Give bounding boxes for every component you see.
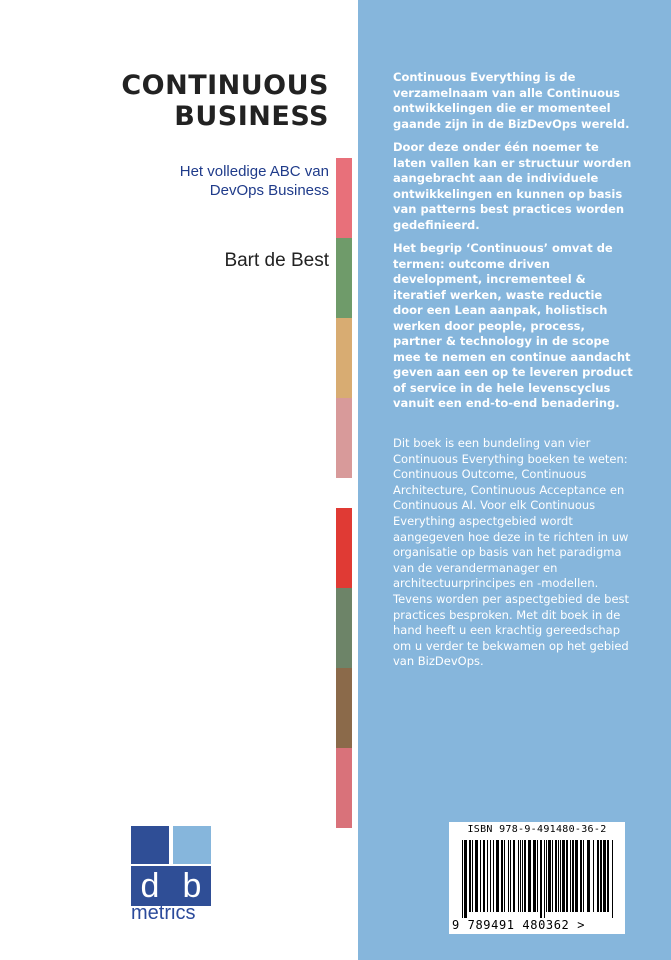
barcode-bar — [483, 840, 485, 912]
barcode-bar — [555, 840, 557, 912]
barcode-bar — [570, 840, 571, 912]
book-subtitle-line-2: DevOps Business — [209, 182, 329, 199]
barcode-bar — [597, 840, 599, 912]
barcode-bar — [490, 840, 491, 912]
barcode-bar — [566, 840, 568, 912]
logo-db-block — [131, 866, 211, 906]
color-stripe — [336, 588, 352, 668]
color-stripes-top — [336, 158, 352, 478]
barcode-bar — [496, 840, 499, 912]
intro-text — [393, 70, 633, 420]
color-stripe — [336, 158, 352, 238]
barcode-bar — [524, 840, 526, 912]
barcode-bar — [544, 840, 545, 918]
barcode-bar — [607, 840, 609, 912]
color-stripe — [336, 508, 352, 588]
color-stripe — [336, 668, 352, 748]
book-subtitle — [89, 162, 329, 200]
logo-letter-b: b — [182, 867, 202, 905]
color-stripe — [336, 398, 352, 478]
barcode-bar — [546, 840, 547, 912]
barcode-bar — [540, 840, 542, 918]
barcode-bar — [510, 840, 511, 912]
barcode-bar — [501, 840, 503, 912]
barcode-bar — [558, 840, 559, 912]
barcode-digits: 9 789491 480362 > — [452, 918, 586, 932]
barcode-bars — [460, 840, 618, 920]
barcode-bar — [513, 840, 515, 912]
publisher-wordmark: metrics — [131, 902, 196, 924]
logo-letter-d: d — [140, 867, 160, 905]
barcode-bar — [462, 840, 463, 918]
barcode-bar — [520, 840, 521, 912]
book-subtitle-line-1: Het volledige ABC van — [179, 163, 329, 180]
color-stripes-bottom — [336, 508, 352, 828]
logo-square-dark — [131, 826, 169, 864]
barcode-bar — [464, 840, 467, 918]
description-text — [393, 436, 633, 670]
barcode-bar — [508, 840, 509, 912]
barcode-bar — [487, 840, 488, 912]
isbn-label: ISBN 978-9-491480-36-2 — [467, 824, 607, 835]
barcode-bar — [580, 840, 582, 912]
barcode-bar — [475, 840, 478, 912]
barcode-bar — [587, 840, 590, 912]
color-stripe — [336, 238, 352, 318]
intro-paragraph: Het begrip ‘Continuous’ omvat de termen: outcome driven development, incrementeel & iteratief werken, waste reductie door een Lean aanpak, holistisch werken door people, process, partner & technology in de scope mee te nemen en continue aandacht geven aan een op te leveren product of service in de hele levenscyclus vanuit een end-to-end benadering. — [393, 241, 633, 410]
barcode-bar — [504, 840, 505, 912]
barcode-bar — [518, 840, 519, 912]
barcode-bar — [603, 840, 606, 912]
barcode-bar — [572, 840, 574, 912]
barcode-bar — [560, 840, 561, 912]
barcode-bar — [552, 840, 553, 912]
barcode-bar — [548, 840, 551, 912]
intro-paragraph: Continuous Everything is de verzamelnaam van alle Continuous ontwikkelingen die er momenteel gaande zijn in de BizDevOps wereld. — [393, 70, 630, 131]
barcode-bar — [469, 840, 471, 912]
barcode-bar — [537, 840, 538, 912]
barcode-bar — [472, 840, 473, 912]
barcode-bar — [533, 840, 536, 912]
book-title — [121, 70, 329, 132]
book-title-line-1: CONTINUOUS — [121, 70, 329, 101]
barcode-bar — [593, 840, 594, 912]
barcode-bar — [583, 840, 584, 912]
logo-square-light — [173, 826, 211, 864]
description-paragraph: Dit boek is een bundeling van vier Continuous Everything boeken te weten: Continuous Outcome, Continuous Architecture, Continuous Acceptance en Continuous AI. Voor elk Continuous Everything aspectgebied wordt aangegeven hoe deze in te richten in uw organisatie op basis van het paradigma van de verandermanager en architectuurprincipes en -modellen. Tevens worden per aspectgebied de best practices besproken. Met dit boek in de hand heeft u een krachtig gereedschap om u verder te bekwamen op het gebied van BizDevOps. — [393, 436, 630, 669]
barcode-bar — [575, 840, 578, 912]
color-stripe — [336, 748, 352, 828]
barcode-bar — [562, 840, 565, 912]
barcode-bar — [600, 840, 602, 912]
author-name: Bart de Best — [224, 250, 329, 271]
barcode-bar — [522, 840, 523, 912]
barcode-bar — [612, 840, 613, 918]
barcode-bar — [493, 840, 494, 912]
book-title-line-2: BUSINESS — [174, 101, 329, 132]
barcode-bar — [480, 840, 481, 912]
color-stripe — [336, 318, 352, 398]
intro-paragraph: Door deze onder één noemer te laten vallen kan er structuur worden aangebracht aan de individuele ontwikkelingen en kunnen op basis van patterns best practices worden gedefinieerd. — [393, 140, 632, 232]
barcode-bar — [528, 840, 531, 912]
